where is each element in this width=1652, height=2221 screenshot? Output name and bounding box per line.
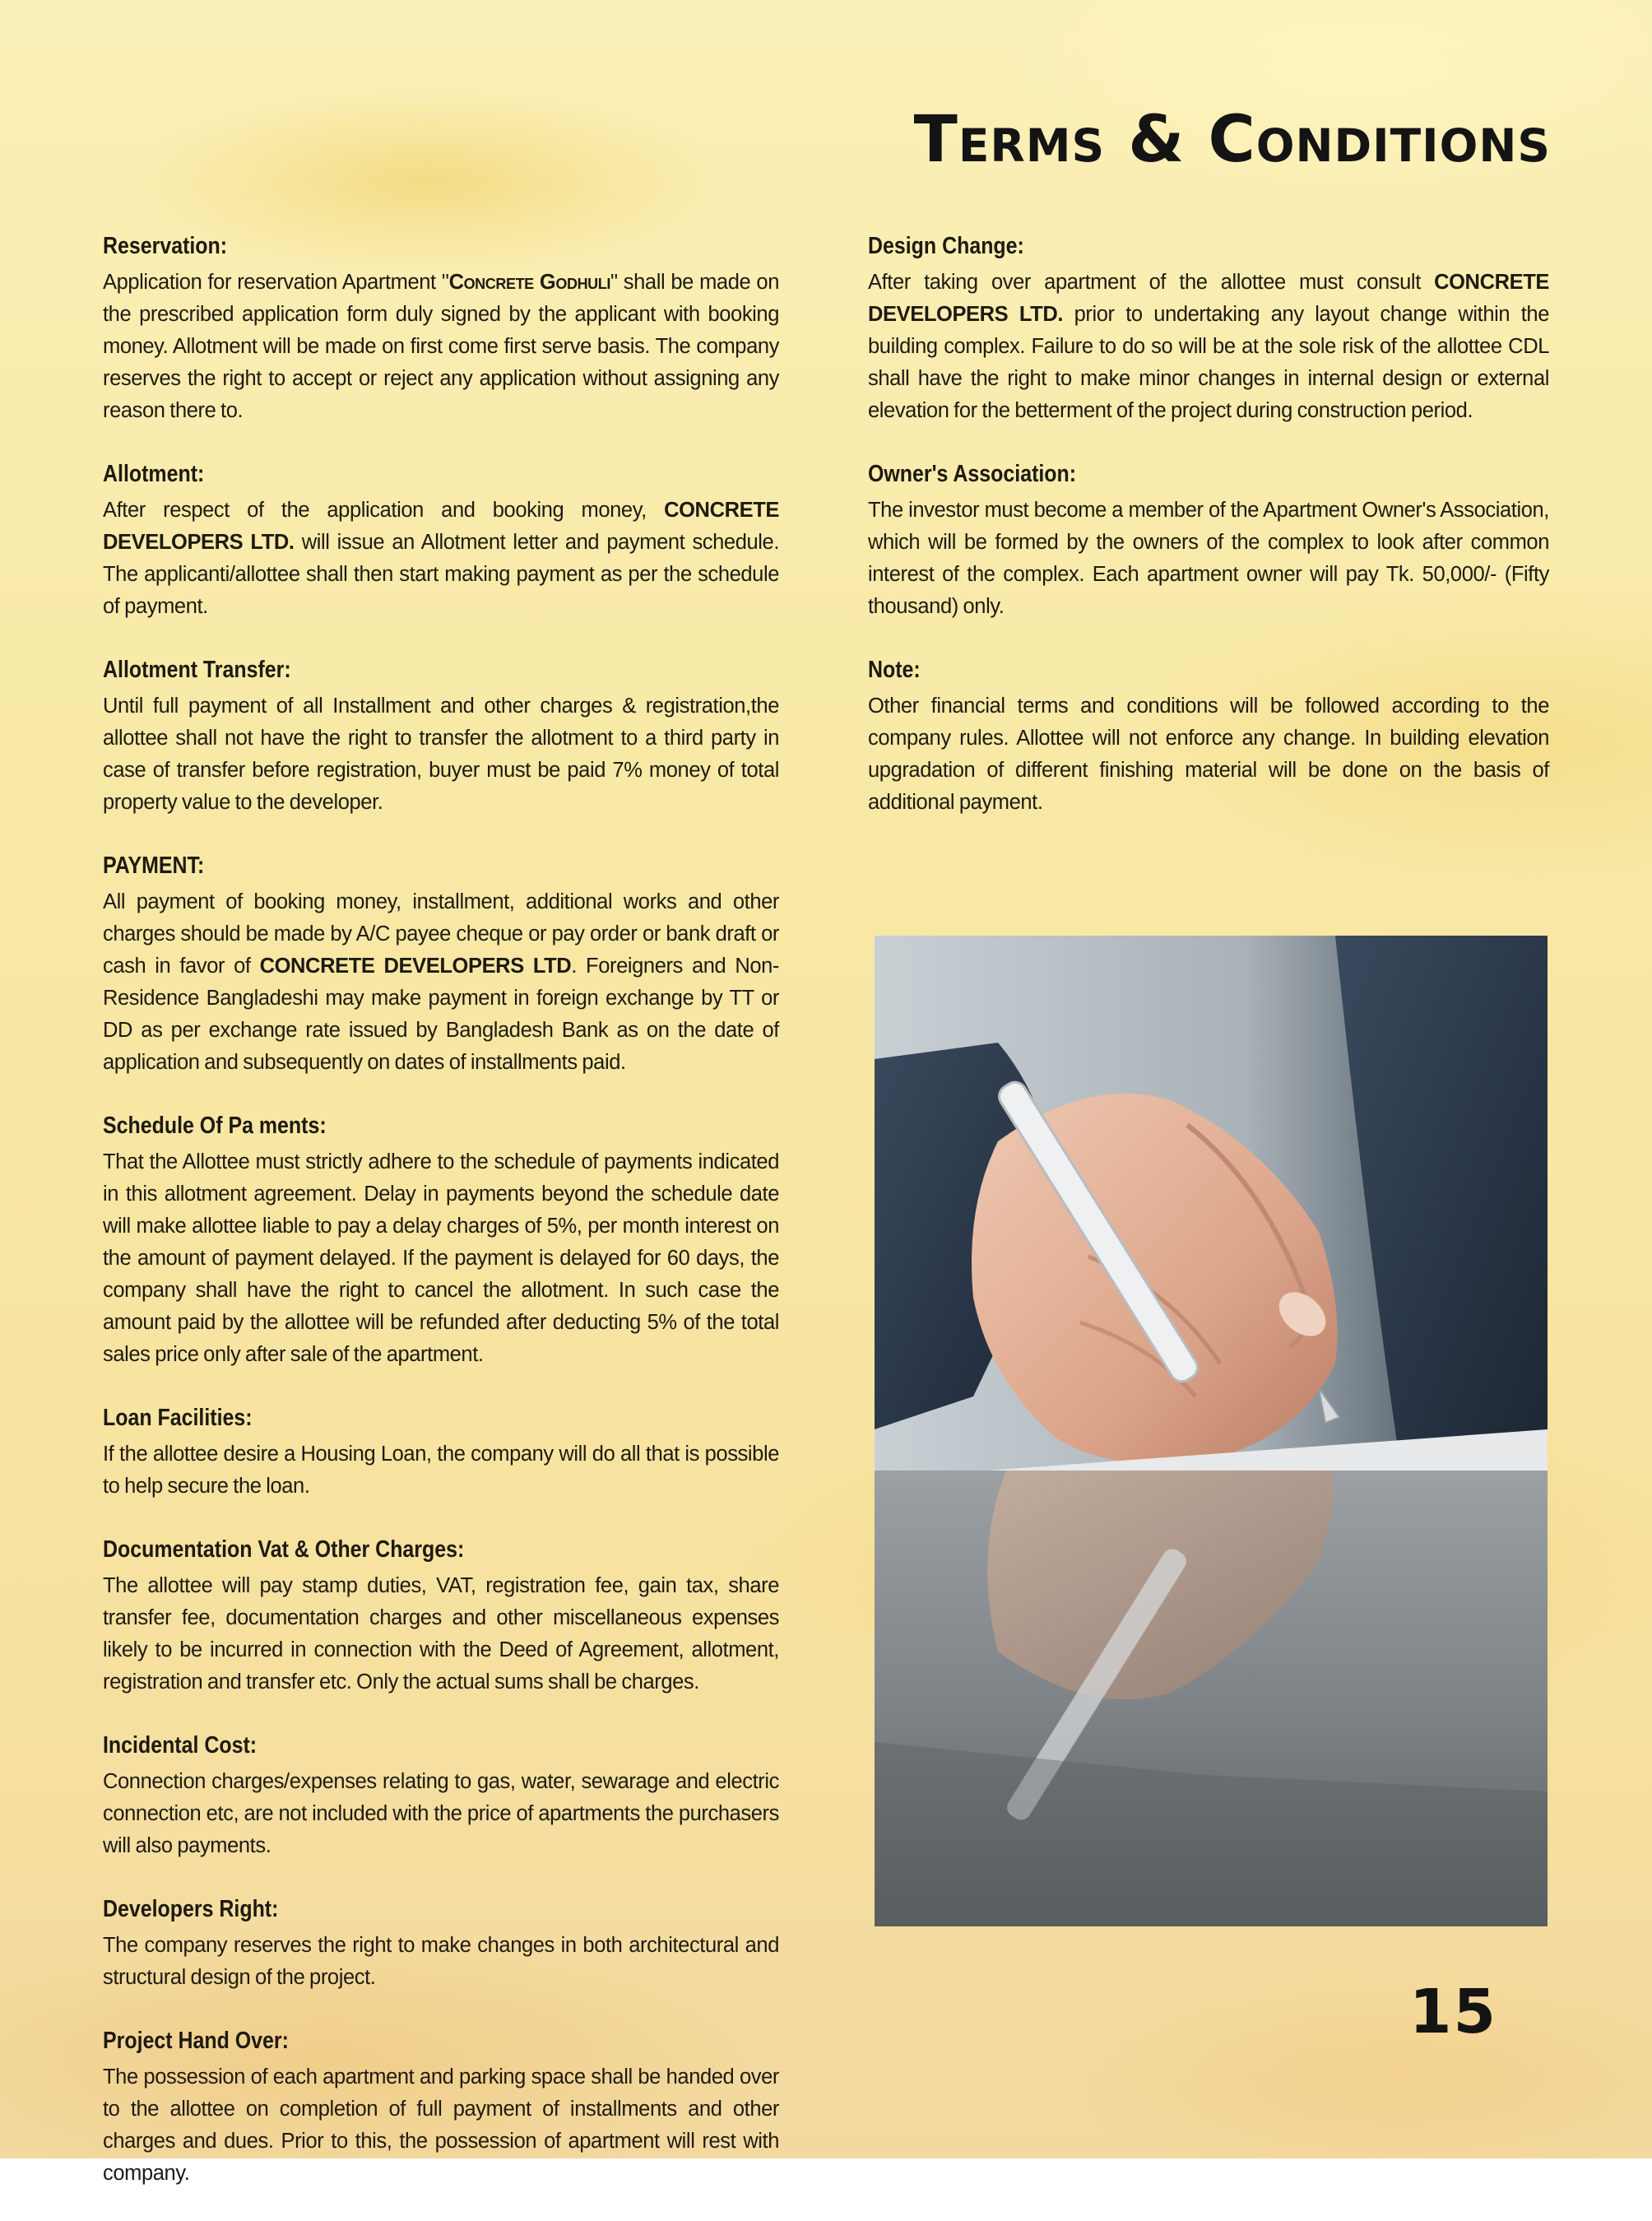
section-heading: Allotment Transfer:: [103, 657, 291, 683]
body-text: Application for reservation Apartment ": [103, 271, 449, 294]
terms-section: [868, 458, 1549, 623]
section-body: [868, 267, 1549, 427]
section-body: [103, 267, 779, 427]
body-text: Until full payment of all Installment and other charges & registration,the allottee shall not have the right to transfer the allotment to a third party in case of transfer before registration, buyer must be paid 7% money of total property value to the developer.: [103, 695, 779, 814]
body-text: Other financial terms and conditions will be followed according to the company rules. Allottee will not enforce any change. In building elevation upgradation of different finishing material will be done on the basis of additional payment.: [868, 695, 1549, 814]
terms-section: [103, 654, 779, 819]
body-text: " shall be made on the prescribed application form duly signed by the applicant with booking money. Allotment will be made on first come first serve basis. The company reserves the right to accept or reject any application without assigning any reason there to.: [103, 271, 779, 422]
section-body: [103, 1930, 779, 1994]
body-text: The allottee will pay stamp duties, VAT, registration fee, gain tax, share transfer fee, documentation charges and other miscellaneous expenses likely to be incurred in connection with the Deed of Agreement, allotment, registration and transfer etc. Only the actual sums shall be charges.: [103, 1574, 779, 1694]
body-text: All payment of booking money, installment, additional works and other charges should be made by A/C payee cheque or pay order or bank draft or cash in favor of: [103, 890, 779, 978]
section-body: [103, 1570, 779, 1698]
terms-section: [103, 1534, 779, 1698]
company-name-text: CONCRETE DEVELOPERS LTD.: [868, 271, 1549, 326]
section-body: [103, 1766, 779, 1862]
terms-section: [103, 1402, 779, 1503]
hand-writing-photo: [875, 936, 1548, 1926]
section-heading: Reservation:: [103, 233, 228, 259]
body-text: The investor must become a member of the Apartment Owner's Association, which will be formed by the owners of the complex to look after common interest of the complex. Each apartment owner will pay Tk. 50,000/- (Fifty thousand) only.: [868, 499, 1549, 618]
page-title: Terms & Conditions: [913, 103, 1551, 177]
section-body: [103, 1146, 779, 1371]
body-text: Connection charges/expenses relating to gas, water, sewarage and electric connection etc, are not included with the price of apartments the purchasers will also payments.: [103, 1770, 779, 1857]
terms-section: [103, 230, 779, 427]
company-name-text: CONCRETE DEVELOPERS LTD.: [103, 499, 779, 554]
terms-section: [103, 1730, 779, 1862]
body-text: After taking over apartment of the allottee must consult: [868, 271, 1435, 294]
section-body: [103, 2061, 779, 2190]
section-body: [103, 1438, 779, 1503]
terms-section: [103, 2025, 779, 2190]
section-heading: Loan Facilities:: [103, 1405, 253, 1431]
section-heading: Note:: [868, 657, 921, 683]
body-text: That the Allottee must strictly adhere to the schedule of payments indicated in this allotment agreement. Delay in payments beyond the schedule date will make allottee liable to pay a delay charges of 5%, per month interest on the amount of payment delayed. If the payment is delayed for 60 days, the company shall have the right to cancel the allotment. In such case the amount paid by the allottee will be refunded after deducting 5% of the total sales price only after sale of the apartment.: [103, 1150, 779, 1366]
section-heading: Allotment:: [103, 461, 205, 487]
body-text: . Foreigners and Non-Residence Bangladeshi may make payment in foreign exchange by TT or DD as per exchange rate issued by Bangladesh Bank as on the date of application and subsequently on dates of installments paid.: [103, 955, 779, 1074]
section-heading: Incidental Cost:: [103, 1732, 258, 1759]
section-heading: Owner's Association:: [868, 461, 1077, 487]
section-body: [868, 495, 1549, 623]
right-column: [868, 230, 1549, 850]
terms-section: [103, 1893, 779, 1994]
section-heading: Project Hand Over:: [103, 2028, 289, 2054]
section-body: [103, 690, 779, 819]
terms-section: [103, 458, 779, 623]
body-text: The company reserves the right to make changes in both architectural and structural design of the project.: [103, 1934, 779, 1989]
company-name-text: CONCRETE DEVELOPERS LTD: [259, 955, 572, 978]
body-text: If the allottee desire a Housing Loan, the company will do all that is possible to help secure the loan.: [103, 1443, 779, 1498]
terms-section: [868, 654, 1549, 819]
section-body: [868, 690, 1549, 819]
section-heading: Design Change:: [868, 233, 1024, 259]
section-body: [103, 886, 779, 1079]
body-text: prior to undertaking any layout change within the building complex. Failure to do so will be at the sole risk of the allottee CDL shall have the right to make minor changes in internal design or external elevation for the betterment of the project during construction period.: [868, 303, 1549, 422]
section-heading: Developers Right:: [103, 1896, 279, 1922]
section-heading: PAYMENT:: [103, 853, 205, 879]
section-heading: Schedule Of Pa ments:: [103, 1113, 327, 1139]
body-text: Concrete Godhuli: [448, 271, 610, 294]
page-number: 15: [1409, 1977, 1497, 2047]
body-text: will issue an Allotment letter and payment schedule. The applicanti/allottee shall then start making payment as per the schedule of payment.: [103, 531, 780, 618]
terms-section: [103, 1110, 779, 1371]
body-text: The possession of each apartment and parking space shall be handed over to the allottee on completion of full payment of installments and other charges and dues. Prior to this, the possession of apartment will rest with company.: [103, 2065, 779, 2185]
left-column: [103, 230, 779, 2221]
body-text: After respect of the application and booking money,: [103, 499, 665, 522]
terms-section: [103, 850, 779, 1079]
section-body: [103, 495, 779, 623]
terms-section: [868, 230, 1549, 427]
section-heading: Documentation Vat & Other Charges:: [103, 1536, 465, 1563]
